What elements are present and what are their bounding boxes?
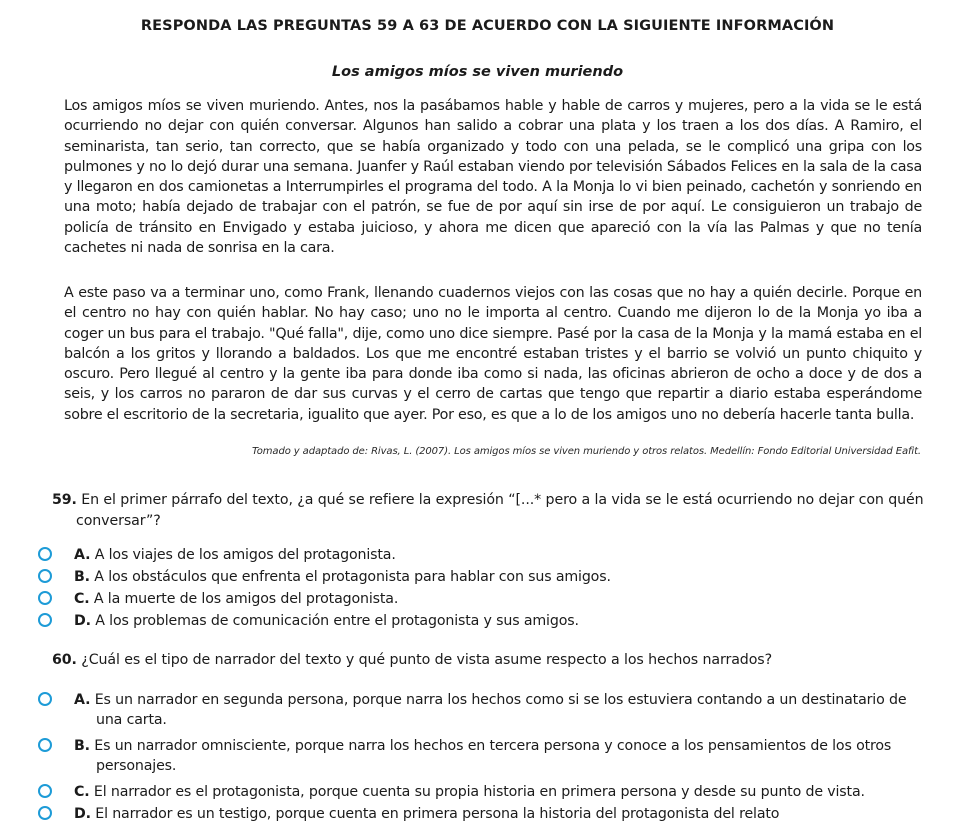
option-60-d[interactable] xyxy=(38,804,958,826)
question-number: 59. xyxy=(52,492,77,508)
option-text: El narrador es un testigo, porque cuenta en primera persona la historia del protagonista del relato xyxy=(95,806,780,822)
option-59-b[interactable] xyxy=(38,567,958,589)
radio-circle-icon[interactable] xyxy=(38,784,52,798)
option-text-continued: una carta. xyxy=(96,712,167,728)
option-letter: A. xyxy=(74,547,91,563)
radio-circle-icon[interactable] xyxy=(38,738,52,752)
option-letter: D. xyxy=(74,806,91,822)
option-text: A los problemas de comunicación entre el protagonista y sus amigos. xyxy=(95,613,579,629)
section-heading: RESPONDA LAS PREGUNTAS 59 A 63 DE ACUERDO CON LA SIGUIENTE INFORMACIÓN xyxy=(140,18,835,34)
option-text: A la muerte de los amigos del protagonista. xyxy=(93,591,399,607)
radio-circle-icon[interactable] xyxy=(38,613,52,627)
option-60-a[interactable] xyxy=(38,690,958,736)
option-text: Es un narrador omnisciente, porque narra los hechos en tercera persona y conoce a los pensamientos de los otros xyxy=(94,738,892,754)
option-letter: D. xyxy=(74,613,91,629)
option-letter: C. xyxy=(74,591,90,607)
option-text: Es un narrador en segunda persona, porque narra los hechos como si se los estuviera contando a un destinatario de xyxy=(94,692,907,708)
option-59-d[interactable] xyxy=(38,611,958,633)
question-59 xyxy=(52,490,952,532)
question-60-options xyxy=(38,690,958,826)
radio-circle-icon[interactable] xyxy=(38,806,52,820)
radio-circle-icon[interactable] xyxy=(38,692,52,706)
option-text: A los viajes de los amigos del protagonista. xyxy=(94,547,396,563)
option-text-continued: personajes. xyxy=(96,758,177,774)
question-59-options xyxy=(38,545,958,633)
option-60-c[interactable] xyxy=(38,782,958,804)
option-letter: B. xyxy=(74,738,90,754)
option-letter: C. xyxy=(74,784,90,800)
question-text-continued: conversar”? xyxy=(76,513,161,529)
option-59-a[interactable] xyxy=(38,545,958,567)
paragraph-2: A este paso va a terminar uno, como Frank, llenando cuadernos viejos con las cosas que no hay a quién decirle. Porque en el centro no hay con quién hablar. No hay caso; uno no le importa al centro. Cuando me dijeron lo de la Monja yo iba a coger un bus para el trabajo. "Qué falla", dije, como uno dice siempre. Pasé por la casa de la Monja y la mamá estaba en el balcón a los gritos y llorando a baldados. Los que me encontré estaban tristes y el barrio se volvió un punto chiquito y oscuro. Pero llegué al centro y la gente iba para donde iba como si nada, las oficinas abrieron de ocho a doce y de dos a seis, y los carros no pararon de dar sus curvas y el cerro de cartas que tengo que repartir a diario estaba esperándome sobre el escritorio de la secretaria, igualito que ayer. Por eso, es que a lo de los amigos uno no debería hacerle tanta bulla. xyxy=(64,285,922,423)
question-number: 60. xyxy=(52,652,77,668)
option-letter: A. xyxy=(74,692,91,708)
text-title: Los amigos míos se viven muriendo xyxy=(331,64,624,80)
option-text: A los obstáculos que enfrenta el protagonista para hablar con sus amigos. xyxy=(94,569,611,585)
question-60 xyxy=(52,650,952,671)
option-text: El narrador es el protagonista, porque cuenta su propia historia en primera persona y desde su punto de vista. xyxy=(93,784,865,800)
radio-circle-icon[interactable] xyxy=(38,547,52,561)
radio-circle-icon[interactable] xyxy=(38,591,52,605)
option-60-b[interactable] xyxy=(38,736,958,782)
source-citation: Tomado y adaptado de: Rivas, L. (2007). Los amigos míos se viven muriendo y otros relatos. Medellín: Fondo Editorial Universidad Eafit. xyxy=(251,446,921,457)
option-59-c[interactable] xyxy=(38,589,958,611)
paragraph-1: Los amigos míos se viven muriendo. Antes, nos la pasábamos hable y hable de carros y mujeres, pero a la vida se le está ocurriendo no dejar con quién conversar. Algunos han salido a cobrar una plata y los traen a los dos días. A Ramiro, el seminarista, tan serio, tan correcto, que se había organizado y todo con una pelada, se le complicó una gripa con los pulmones y no lo dejó durar una semana. Juanfer y Raúl estaban viendo por televisión Sábados Felices en la sala de la casa y llegaron en dos camionetas a Interrumpirles el programa del todo. A la Monja lo vi bien peinado, cachetón y sonriendo en una moto; había dejado de trabajar con el patrón, se fue de por aquí sin irse de por aquí. Le consiguieron un trabajo de policía de tránsito en Envigado y estaba juicioso, y ahora me dicen que apareció con la vía las Palmas y que no tenía cachetes ni nada de sonrisa en la cara. xyxy=(64,98,922,257)
question-text: ¿Cuál es el tipo de narrador del texto y qué punto de vista asume respecto a los hechos narrados? xyxy=(81,652,773,668)
question-text: En el primer párrafo del texto, ¿a qué se refiere la expresión “[...* pero a la vida se le está ocurriendo no dejar con quén xyxy=(81,492,924,508)
radio-circle-icon[interactable] xyxy=(38,569,52,583)
option-letter: B. xyxy=(74,569,90,585)
